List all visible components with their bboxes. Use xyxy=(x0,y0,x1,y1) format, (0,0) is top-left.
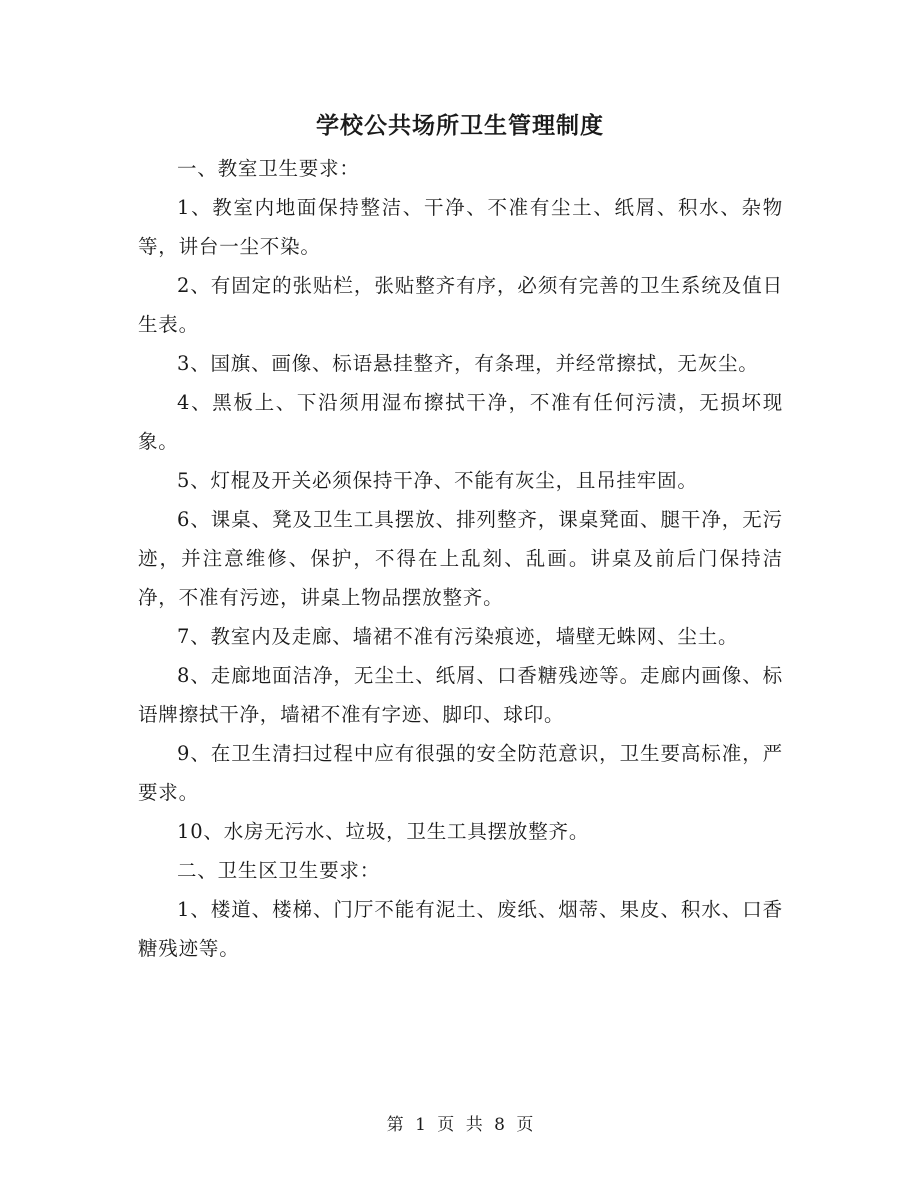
document-body xyxy=(138,149,783,968)
paragraph: 9、在卫生清扫过程中应有很强的安全防范意识，卫生要高标准，严要求。 xyxy=(138,742,783,804)
paragraph: 1、楼道、楼梯、门厅不能有泥土、废纸、烟蒂、果皮、积水、口香糖残迹等。 xyxy=(138,898,783,960)
document-title: 学校公共场所卫生管理制度 xyxy=(316,112,604,139)
paragraph: 7、教室内及走廊、墙裙不准有污染痕迹，墙壁无蛛网、尘土。 xyxy=(177,625,739,648)
section-heading-classroom: 一、教室卫生要求： xyxy=(177,157,360,180)
paragraph: 5、灯棍及开关必须保持干净、不能有灰尘，且吊挂牢固。 xyxy=(177,469,698,492)
page-footer: 第 1 页 共 8 页 xyxy=(386,1115,534,1135)
paragraph: 2、有固定的张贴栏，张贴整齐有序，必须有完善的卫生系统及值日生表。 xyxy=(138,274,783,336)
section-heading-hygiene-area: 二、卫生区卫生要求： xyxy=(177,859,381,882)
paragraph: 3、国旗、画像、标语悬挂整齐，有条理，并经常擦拭，无灰尘。 xyxy=(177,352,759,375)
paragraph: 4、黑板上、下沿须用湿布擦拭干净，不准有任何污渍，无损坏现象。 xyxy=(138,391,783,453)
paragraph: 8、走廊地面洁净，无尘土、纸屑、口香糖残迹等。走廊内画像、标语牌擦拭干净，墙裙不准有字迹、脚印、球印。 xyxy=(138,664,783,726)
paragraph: 6、课桌、凳及卫生工具摆放、排列整齐，课桌凳面、腿干净，无污迹，并注意维修、保护，不得在上乱刻、乱画。讲桌及前后门保持洁净，不准有污迹，讲桌上物品摆放整齐。 xyxy=(138,508,783,609)
paragraph: 10、水房无污水、垃圾，卫生工具摆放整齐。 xyxy=(177,820,590,843)
paragraph: 1、教室内地面保持整洁、干净、不准有尘土、纸屑、积水、杂物等，讲台一尘不染。 xyxy=(138,196,783,258)
